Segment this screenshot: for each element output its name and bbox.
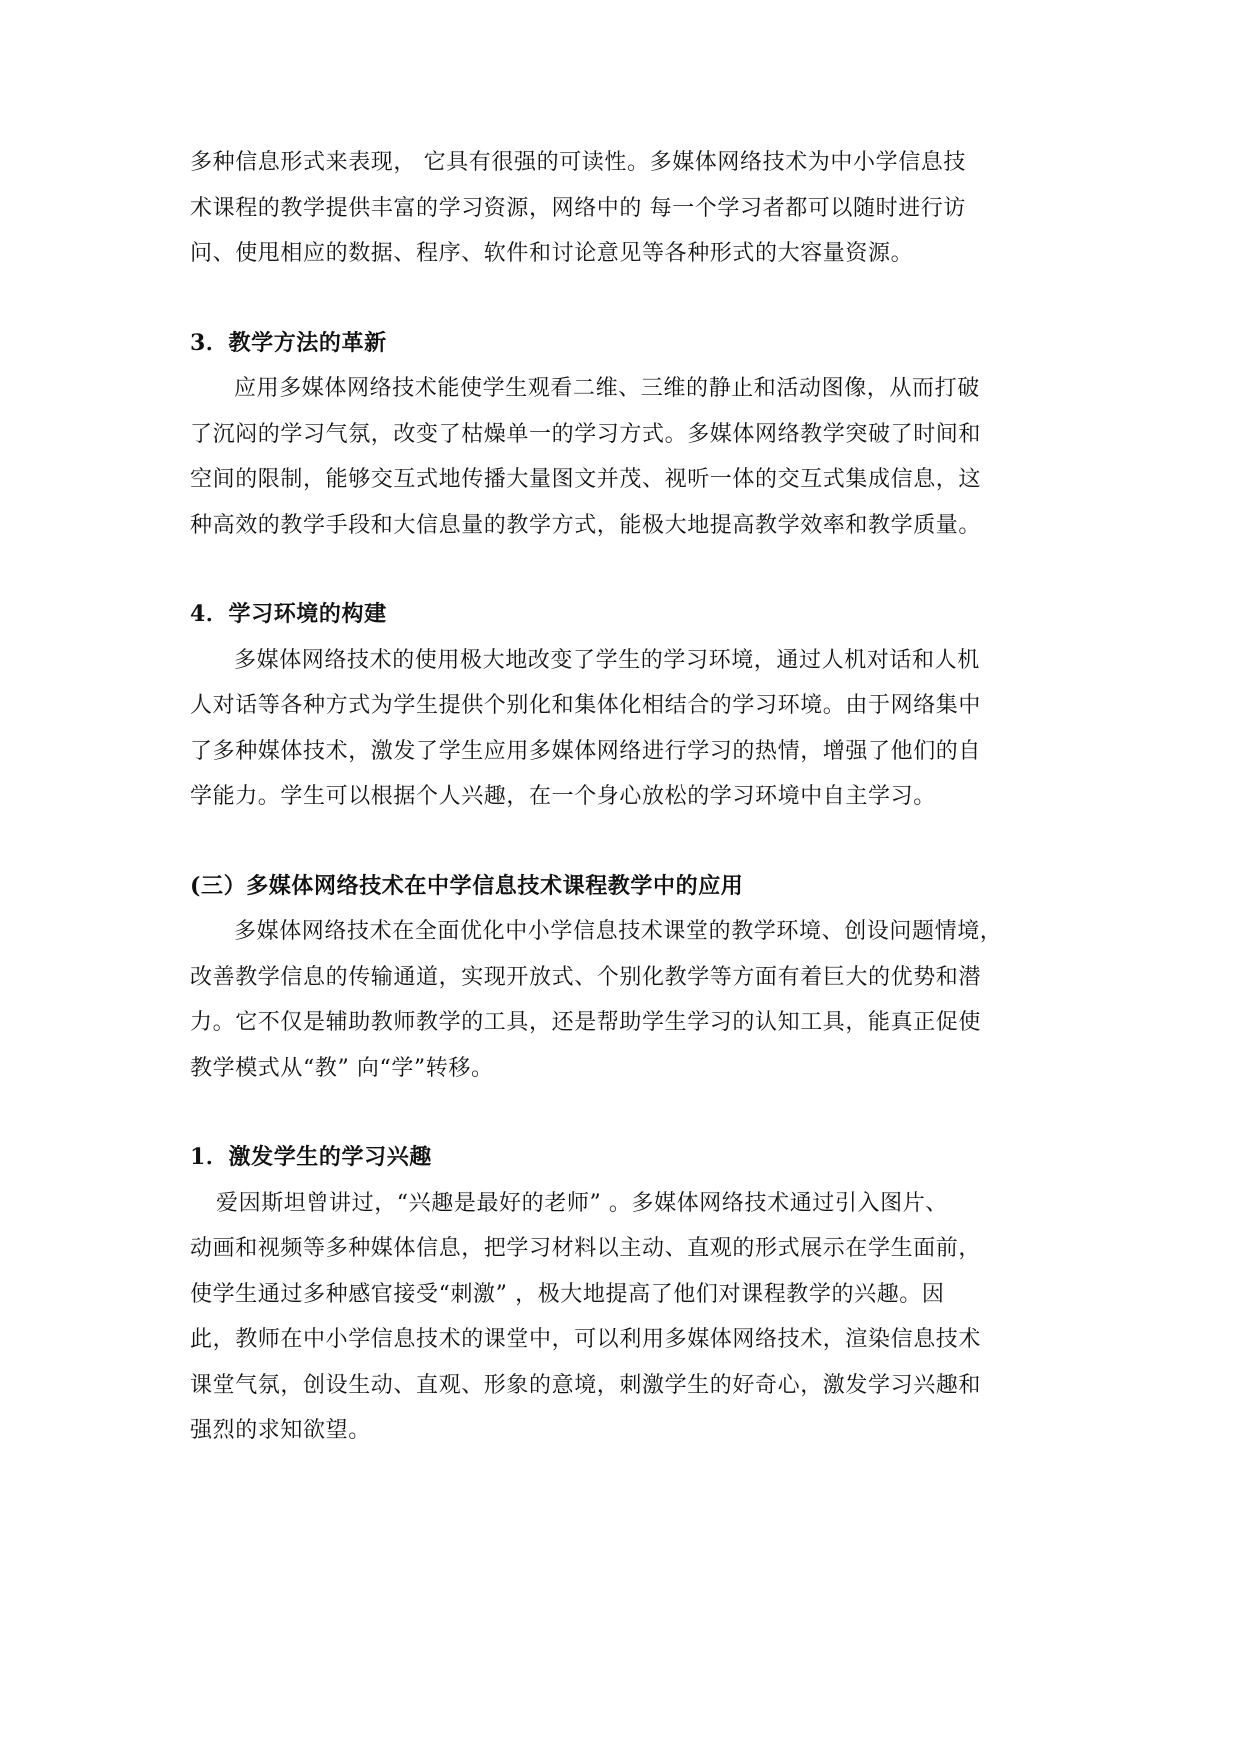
text-line: 使学生通过多种感官接受“刺激” ，极大地提高了他们对课程教学的兴趣。因 bbox=[190, 1281, 945, 1307]
text-line: 了多种媒体技术，激发了学生应用多媒体网络进行学习的热情，增强了他们的自 bbox=[190, 738, 982, 764]
text-line: 术课程的教学提供丰富的学习资源，网络中的 每一个学习者都可以随时进行访 bbox=[190, 195, 966, 221]
text-line: 课堂气氛，创设生动、直观、形象的意境，刺激学生的好奇心，激发学习兴趣和 bbox=[190, 1372, 982, 1398]
text-line: 问、使甩相应的数据、程序、软件和讨论意见等各种形式的大容量资源。 bbox=[190, 241, 914, 266]
section-heading-interest: 1．激发学生的学习兴趣 bbox=[190, 1144, 432, 1170]
text-line: 了沉闷的学习气氛，改变了枯燥单一的学习方式。多媒体网络教学突破了时间和 bbox=[190, 421, 982, 447]
text-line: 学能力。学生可以根据个人兴趣，在一个身心放松的学习环境中自主学习。 bbox=[190, 784, 936, 809]
text-line: 教学模式从“教” 向“学”转移。 bbox=[190, 1055, 494, 1081]
text-line: 此，教师在中小学信息技术的课堂中，可以利用多媒体网络技术，渲染信息技术 bbox=[190, 1327, 982, 1352]
text-line: 爱因斯坦曾讲过，“兴趣是最好的老师” 。多媒体网络技术通过引入图片、 bbox=[216, 1190, 948, 1216]
document-page bbox=[190, 140, 1056, 1454]
paragraph-interest bbox=[190, 1181, 1056, 1454]
section-heading-teaching-methods: 3．教学方法的革新 bbox=[190, 329, 387, 356]
text-line: 种高效的教学手段和大信息量的教学方式，能极大地提高教学效率和教学质量。 bbox=[190, 512, 982, 538]
paragraph-application bbox=[190, 909, 1056, 1091]
paragraph-teaching-methods bbox=[190, 366, 1056, 548]
text-line: 多种信息形式来表现， 它具有很强的可读性。多媒体网络技术为中小学信息技 bbox=[190, 150, 966, 175]
text-line: 应用多媒体网络技术能使学生观看二维、三维的静止和活动图像，从而打破 bbox=[234, 376, 980, 401]
text-line: 力。它不仅是辅助教师教学的工具，还是帮助学生学习的认知工具，能真正促使 bbox=[190, 1010, 982, 1035]
paragraph-resources bbox=[190, 140, 1056, 277]
paragraph-learning-environment bbox=[190, 638, 1056, 820]
text-line: 多媒体网络技术的使用极大地改变了学生的学习环境，通过人机对话和人机 bbox=[234, 647, 980, 673]
text-line: 强烈的求知欲望。 bbox=[190, 1418, 371, 1443]
text-line: 动画和视频等多种媒体信息，把学习材料以主动、直观的形式展示在学生面前， bbox=[190, 1236, 982, 1261]
section-heading-learning-environment: 4．学习环境的构建 bbox=[190, 601, 387, 627]
section-heading-application: (三）多媒体网络技术在中学信息技术课程教学中的应用 bbox=[190, 872, 744, 899]
text-line: 人对话等各种方式为学生提供个别化和集体化相结合的学习环境。由于网络集中 bbox=[190, 693, 982, 718]
text-line: 多媒体网络技术在全面优化中小学信息技术课堂的教学环境、创设问题情境， bbox=[234, 919, 1003, 944]
text-line: 空间的限制，能够交互式地传播大量图文并茂、视听一体的交互式集成信息，这 bbox=[190, 467, 982, 492]
text-line: 改善教学信息的传输通道，实现开放式、个别化教学等方面有着巨大的优势和潜 bbox=[190, 964, 982, 990]
